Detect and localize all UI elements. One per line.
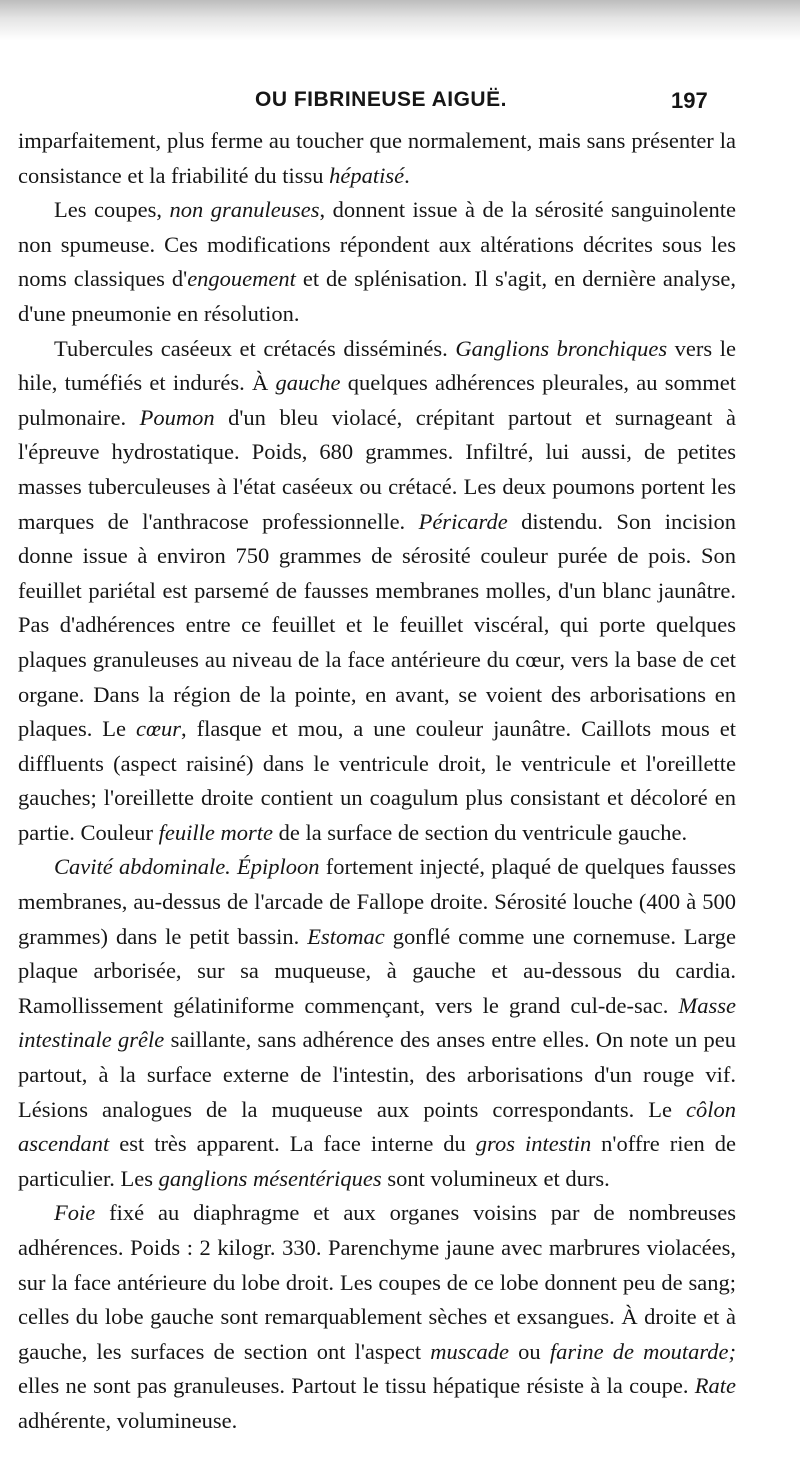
text-run: n'offre rien de particulier. Les bbox=[18, 1131, 736, 1191]
text-run: sont volumineux et durs. bbox=[381, 1165, 610, 1191]
text-run: gonflé comme une cornemuse. Large plaque arborisée, sur sa muqueuse, à gauche et au-dessous du cardia. Ramollissement gélatiniforme commençant, vers le grand cul-de-sac. bbox=[18, 923, 736, 1018]
text-run: Les coupes, bbox=[54, 197, 170, 223]
text-run: ou bbox=[509, 1338, 550, 1364]
italic-term: non granuleuses bbox=[169, 197, 320, 223]
italic-term: Estomac bbox=[307, 923, 385, 949]
italic-term: Péricarde bbox=[418, 508, 508, 534]
italic-term: cœur bbox=[136, 716, 181, 742]
italic-term: Masse intestinale grêle bbox=[18, 992, 736, 1053]
italic-term: Rate bbox=[694, 1373, 736, 1399]
italic-term: muscade bbox=[430, 1338, 510, 1364]
italic-term: engouement bbox=[187, 266, 296, 292]
text-run: elles ne sont pas granuleuses. Partout le tissu hépatique résiste à la coupe. bbox=[18, 1373, 695, 1399]
italic-term: gauche bbox=[275, 370, 341, 396]
text-run: imparfaitement, plus ferme au toucher que normalement, mais sans présenter la consistance et la friabilité du tissu bbox=[18, 128, 736, 188]
page-number: 197 bbox=[671, 88, 708, 113]
text-run: vers le hile, tuméfiés et indurés. À bbox=[18, 335, 736, 396]
text-run: adhérente, volumineuse. bbox=[18, 1407, 238, 1433]
text-run: quelques adhérences pleurales, au sommet pulmonaire. bbox=[18, 370, 736, 430]
text-run: de la surface de section du ventricule gauche. bbox=[272, 819, 688, 845]
text-run: Tubercules caséeux et crétacés disséminés. bbox=[54, 335, 456, 361]
page-header bbox=[0, 88, 800, 118]
italic-term: ganglions mésentériques bbox=[158, 1165, 382, 1191]
paragraph bbox=[18, 332, 736, 851]
italic-term: Foie bbox=[54, 1200, 96, 1226]
text-run: . bbox=[404, 162, 410, 188]
running-title: OU FIBRINEUSE AIGUË. bbox=[255, 88, 507, 111]
paragraph bbox=[18, 124, 736, 193]
text-run: fixé au diaphragme et aux organes voisins par de nombreuses adhérences. Poids : 2 kilogr. 330. Parenchyme jaune avec marbrures violacées, sur la face antérieure du lobe droit. Les coupes de ce lobe donnent peu de sang; celles du lobe gauche sont remarquablement sèches et exsangues. À droite et à gauche, les surfaces de section ont l'aspect bbox=[18, 1200, 736, 1364]
body-text bbox=[18, 124, 736, 1439]
text-run: , donnent issue à de la sérosité sanguinolente non spumeuse. Ces modifications répondent aux altérations décrites sous les noms classiques d' bbox=[18, 197, 737, 292]
paragraph bbox=[18, 193, 736, 331]
italic-term: farine de moutarde; bbox=[549, 1338, 737, 1364]
italic-term: hépatisé bbox=[329, 162, 405, 188]
text-run: d'un bleu violacé, crépitant partout et surnageant à l'épreuve hydrostatique. Poids, 680 grammes. Infiltré, lui aussi, de petites masses tuberculeuses à l'état caséeux ou crétacé. Les deux poumons portent les marques de l'anthracose professionnelle. bbox=[18, 404, 736, 534]
text-run: distendu. Son incision donne issue à environ 750 grammes de sérosité couleur purée de pois. Son feuillet pariétal est parsemé de fausses membranes molles, d'un blanc jaunâtre. Pas d'adhérences entre ce feuillet et le feuillet viscéral, qui porte quelques plaques granuleuses au niveau de la face antérieure du cœur, vers la base de cet organe. Dans la région de la pointe, en avant, se voient des arborisations en plaques. Le bbox=[18, 508, 736, 742]
italic-term: feuille morte bbox=[158, 819, 273, 845]
text-run: , flasque et mou, a une couleur jaunâtre. Caillots mous et diffluents (aspect raisiné) dans le ventricule droit, le ventricule et l'oreillette gauches; l'oreillette droite contient un coagulum plus consistant et décoloré en partie. Couleur bbox=[18, 716, 737, 845]
italic-term: Ganglions bronchiques bbox=[455, 335, 668, 361]
paragraph bbox=[18, 1196, 736, 1438]
text-run: saillante, sans adhérence des anses entre elles. On note un peu partout, à la surface externe de l'intestin, des arborisations d'un rouge vif. Lésions analogues de la muqueuse aux points correspondants. Le bbox=[18, 1027, 736, 1122]
italic-term: gros intestin bbox=[475, 1131, 592, 1157]
italic-term: Cavité abdominale. Épiploon bbox=[54, 854, 320, 880]
text-run: et de splénisation. Il s'agit, en dernière analyse, d'une pneumonie en résolution. bbox=[18, 266, 736, 326]
text-run: fortement injecté, plaqué de quelques fausses membranes, au-dessus de l'arcade de Fallope droite. Sérosité louche (400 à 500 grammes) dans le petit bassin. bbox=[18, 854, 736, 949]
text-run: est très apparent. La face interne du bbox=[109, 1131, 476, 1157]
italic-term: côlon ascendant bbox=[18, 1096, 736, 1157]
italic-term: Poumon bbox=[139, 404, 215, 430]
paragraph bbox=[18, 850, 736, 1196]
